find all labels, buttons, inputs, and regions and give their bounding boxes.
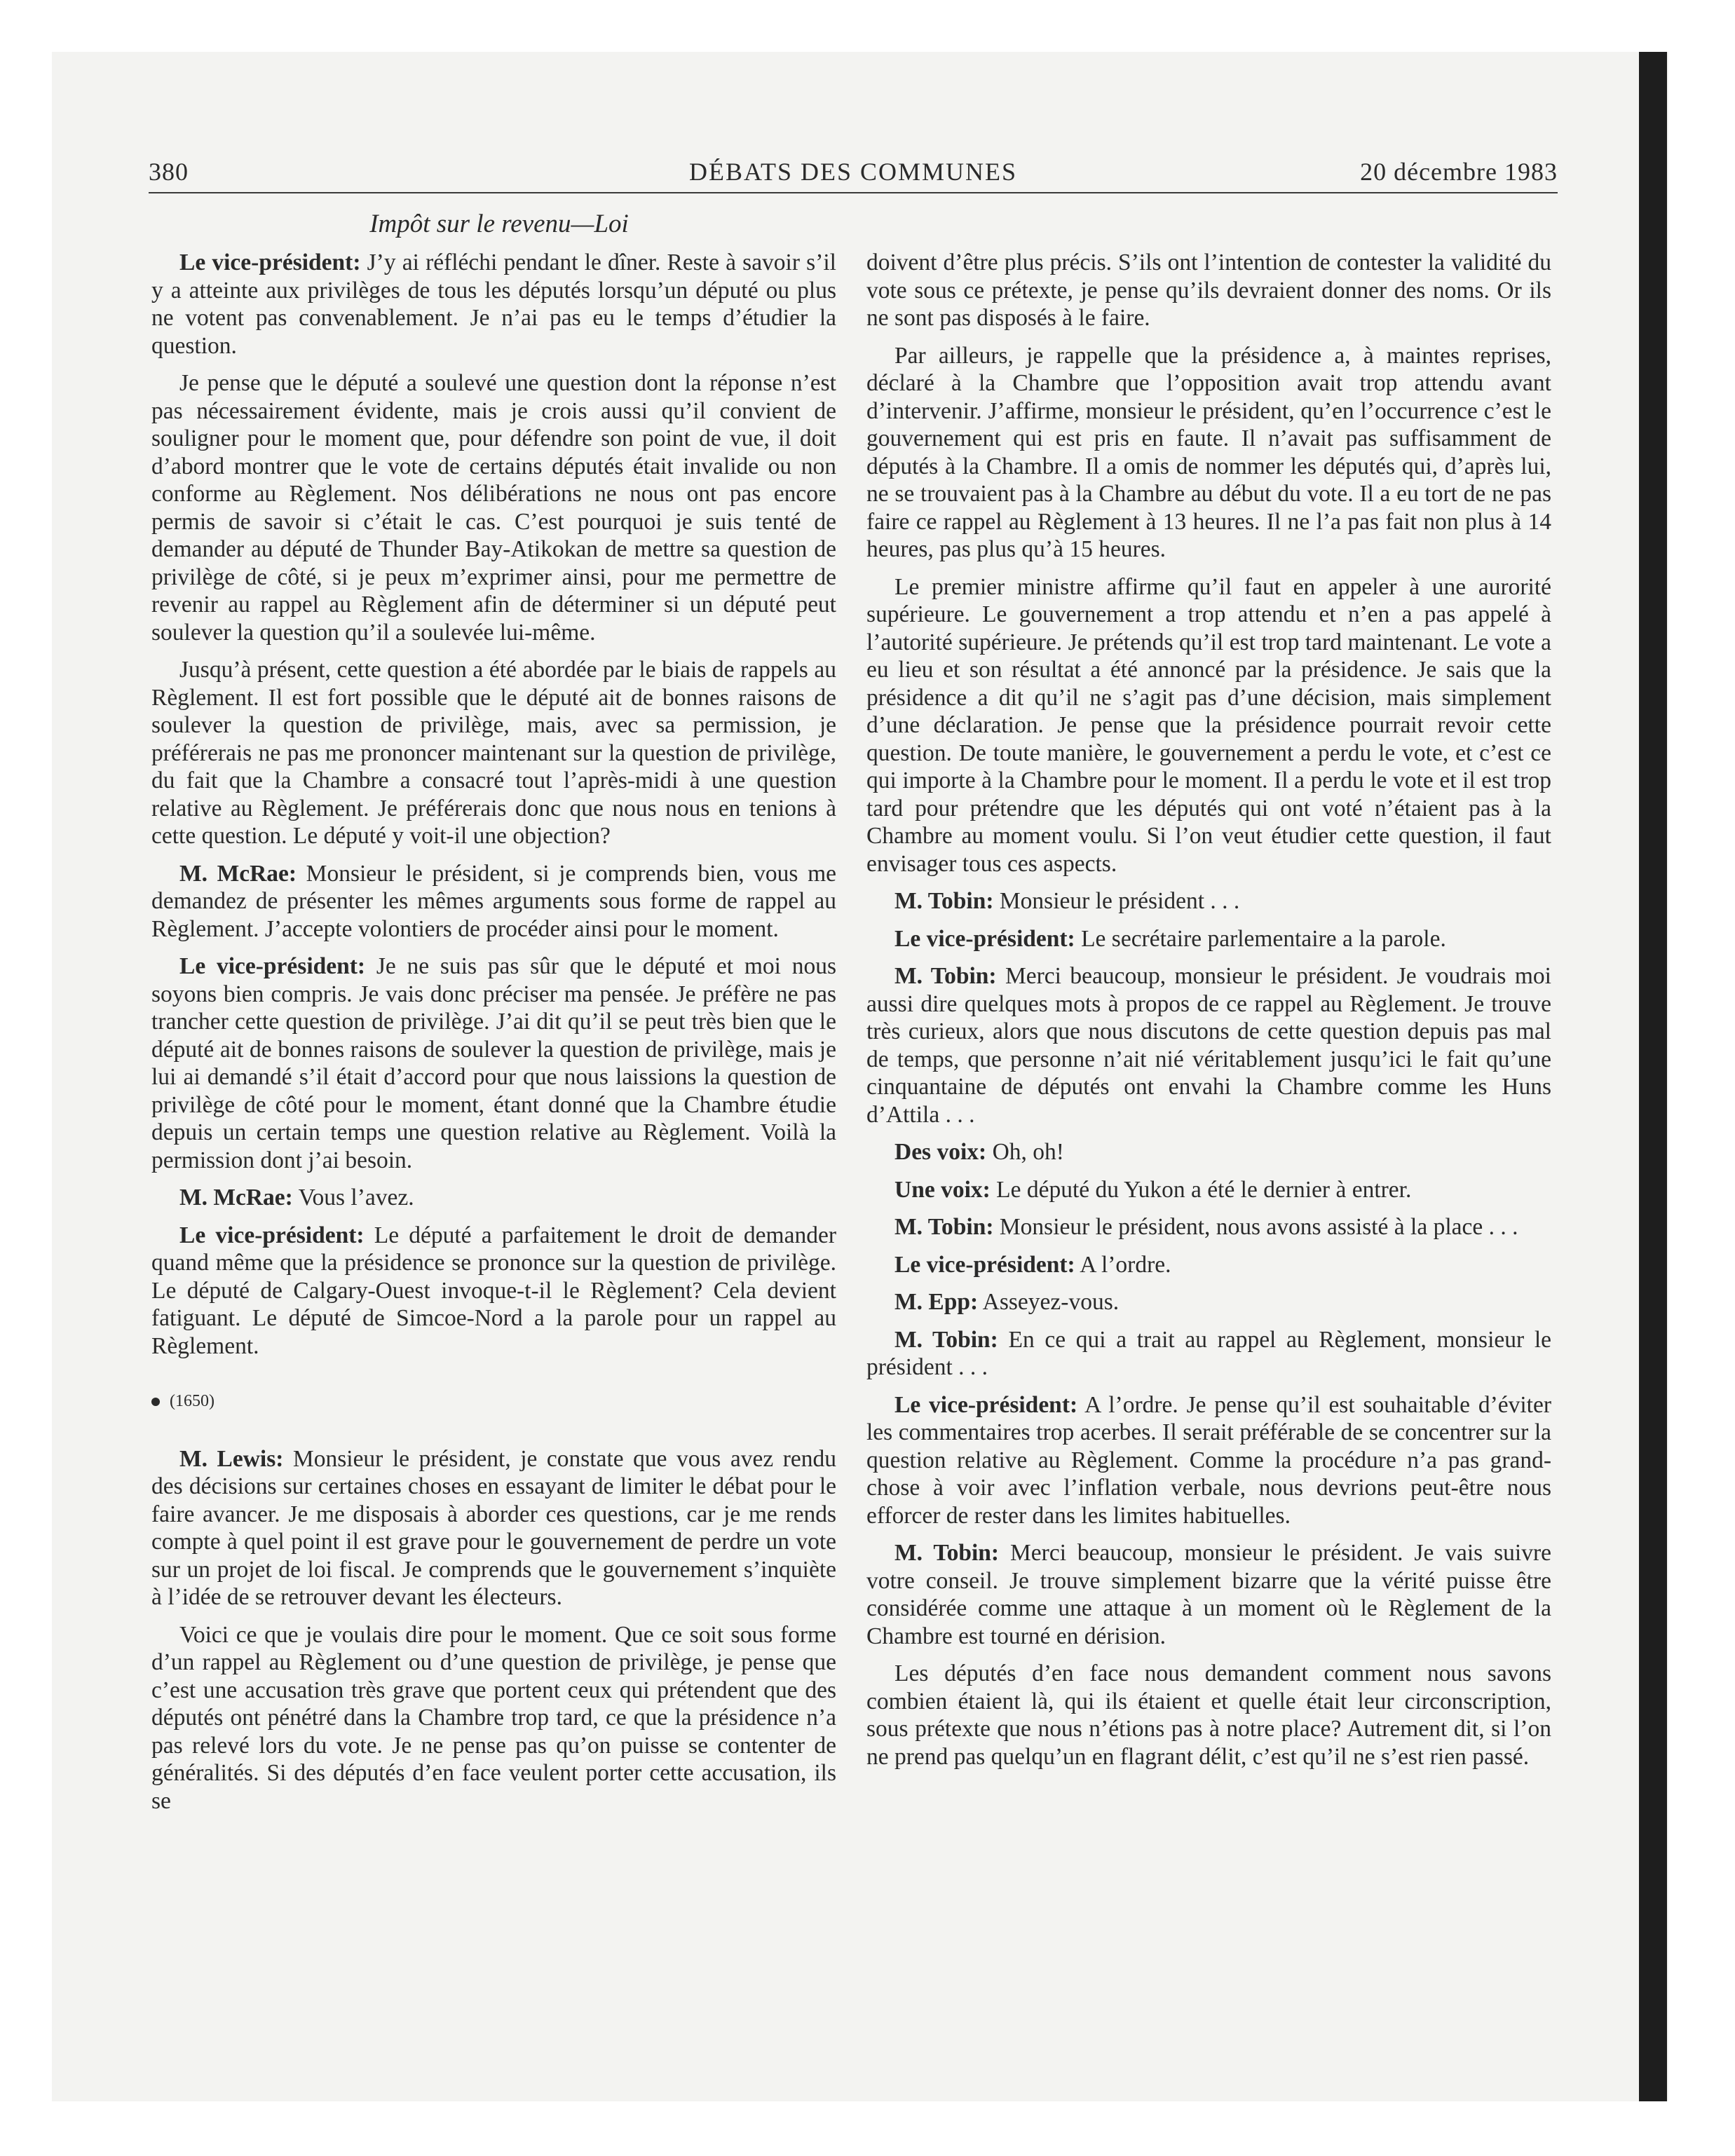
speaker-name: Une voix:	[894, 1176, 991, 1203]
paragraph-text: Monsieur le président . . .	[993, 888, 1240, 914]
speaker-name: Le vice-président:	[179, 1222, 365, 1248]
paragraph-text: A l’ordre. Je pense qu’il est souhaitable d’éviter les commentaires trop acerbes. Il serait préférable de se concentrer sur la question relative au Règlement. Comme la procédure n’a pas grand-chose à voir avec l’inflation verbale, nous devrions peut-être nous efforcer de rester dans les limites habituelles.	[866, 1391, 1551, 1529]
paragraph	[866, 962, 1551, 1128]
page-date: 20 décembre 1983	[1360, 158, 1558, 186]
paragraph-text: A l’ordre.	[1075, 1251, 1171, 1278]
left-column	[151, 249, 836, 1824]
paragraph	[866, 925, 1551, 953]
paragraph	[866, 249, 1551, 332]
paragraph-text: J’y ai réfléchi pendant le dîner. Reste à savoir s’il y a atteinte aux privilèges de tous les députés lorsqu’un député ou plus ne votent pas convenablement. Je n’ai pas eu le temps d’étudier la question.	[151, 250, 836, 359]
speaker-name: M. McRae:	[179, 1185, 293, 1210]
paragraph-text: Vous l’avez.	[292, 1185, 414, 1210]
paragraph	[866, 1391, 1551, 1530]
paragraph	[866, 1213, 1551, 1241]
paragraph	[866, 1326, 1551, 1381]
paragraph-text: Monsieur le président, je constate que vous avez rendu des décisions sur certaines choses en essayant de limiter le débat pour le faire avancer. Je me disposais à aborder ces questions, car je me rends compte à quel point il est grave pour le gouvernement de perdre un vote sur un projet de loi fiscal. Je comprends que le gouvernement s’inquiète à l’idée de se retrouver devant les électeurs.	[151, 1445, 836, 1610]
paragraph-text: En ce qui a trait au rappel au Règlement, monsieur le président . . .	[866, 1326, 1551, 1380]
paragraph-text: Le premier ministre affirme qu’il faut en appeler à une aurorité supérieure. Le gouvernement a trop attendu et n’en a pas appelé à l’autorité supérieure. Je prétends qu’il est trop tard maintenant. Le vote a eu lieu et son résultat a été annoncé par la présidence. Je sais que la présidence a dit qu’il ne s’agit pas d’une décision, mais simplement d’une déclaration. Je pense que la présidence pourrait revoir cette question. De toute manière, le gouvernement a perdu le vote, et c’est ce qui importe à la Chambre pour le moment. Il a perdu le vote et il est trop tard pour prétendre que les députés qui ont voté n’étaient pas à la Chambre au moment voulu. Si l’on veut étudier cette question, il faut envisager tous ces aspects.	[866, 573, 1551, 877]
paragraph	[151, 1222, 836, 1360]
paragraph	[866, 1288, 1551, 1316]
speaker-name: M. McRae:	[179, 860, 297, 887]
paragraph	[866, 1660, 1551, 1770]
paragraph	[151, 1184, 836, 1212]
page-number: 380	[149, 158, 189, 186]
paragraph	[866, 342, 1551, 564]
paragraph-text: Le député a parfaitement le droit de demander quand même que la présidence se prononce sur la question de privilège. Le député de Calgary-Ouest invoque-t-il le Règlement? Cela devient fatiguant. Le député de Simcoe-Nord a la parole pour un rappel au Règlement.	[151, 1222, 836, 1359]
timestamp: (1650)	[170, 1392, 215, 1410]
subject-heading: Impôt sur le revenu—Loi	[369, 210, 629, 238]
paragraph-text: Les députés d’en face nous demandent comment nous savons combien étaient là, qui ils étaient et quelle était leur circonscription, sous prétexte que nous n’étions pas à notre place? Autrement dit, si l’on ne prend pas quelqu’un en flagrant délit, c’est qu’il ne s’est rien passé.	[866, 1660, 1551, 1770]
speaker-name: Le vice-président:	[179, 953, 366, 979]
paragraph-text: Voici ce que je voulais dire pour le moment. Que ce soit sous forme d’un rappel au Règlement ou d’une question de privilège, je pense que c’est une accusation très grave que portent ceux qui prétendent que des députés ont pénétré dans la Chambre trop tard, ce que la présidence n’a pas relevé lors du vote. Je ne pense pas qu’on puisse se contenter de généralités. Si des députés d’en face veulent porter cette accusation, ils se	[151, 1621, 836, 1814]
speaker-name: M. Epp:	[894, 1289, 979, 1315]
speaker-name: M. Tobin:	[894, 1214, 994, 1240]
speaker-name: Le vice-président:	[894, 1251, 1075, 1278]
paragraph-text: Monsieur le président, si je comprends bien, vous me demandez de présenter les mêmes arguments sous forme de rappel au Règlement. J’accepte volontiers de procéder ainsi pour le moment.	[151, 860, 837, 942]
speaker-name: Le vice-président:	[894, 1391, 1078, 1418]
paragraph	[151, 656, 836, 850]
paragraph-text: Asseyez-vous.	[978, 1289, 1120, 1315]
paragraph	[151, 369, 836, 646]
right-column	[866, 249, 1551, 1780]
paragraph-text: Je pense que le député a soulevé une question dont la réponse n’est pas nécessairement évidente, mais je crois aussi qu’il convient de souligner pour le moment que, pour défendre son point de vue, il doit d’abord montrer que le vote de certains députés était invalide ou non conforme au Règlement. Nos délibérations ne nous ont pas encore permis de savoir si c’était le cas. C’est pourquoi je suis tenté de demander au député de Thunder Bay-Atikokan de mettre sa question de privilège de côté, si je peux m’exprimer ainsi, pour me permettre de revenir au rappel au Règlement afin de déterminer si un député peut soulever la question qu’il a soulevée lui-même.	[151, 370, 836, 646]
speaker-name: M. Tobin:	[894, 963, 997, 989]
speaker-name: M. Lewis:	[179, 1445, 284, 1472]
paragraph	[151, 1621, 836, 1815]
speaker-name: M. Tobin:	[894, 1326, 998, 1353]
paragraph	[866, 1138, 1551, 1166]
paragraph	[151, 860, 836, 943]
paragraph-text: Jusqu’à présent, cette question a été abordée par le biais de rappels au Règlement. Il est fort possible que le député ait de bonnes raisons de soulever la question de privilège, mais, avec sa permission, je préférerais ne pas me prononcer maintenant sur la question de privilège, du fait que la Chambre a consacré tout l’après-midi à une question relative au Règlement. Je préférerais donc que nous nous en tenions à cette question. Le député y voit-il une objection?	[151, 657, 836, 849]
speaker-name: Le vice-président:	[894, 925, 1075, 952]
paragraph-text: Merci beaucoup, monsieur le président. Je vais suivre votre conseil. Je trouve simplement bizarre que la vérité puisse être considérée comme une attaque à un moment où le Règlement de la Chambre est tourné en dérision.	[866, 1540, 1552, 1649]
paragraph	[866, 573, 1551, 878]
paragraph-text: doivent d’être plus précis. S’ils ont l’intention de contester la validité du vote sous ce prétexte, je pense qu’ils devraient donner des noms. Or ils ne sont pas disposés à le faire.	[866, 250, 1551, 331]
paragraph	[866, 1539, 1551, 1650]
paragraph-text: Oh, oh!	[986, 1139, 1064, 1165]
paragraph	[866, 887, 1551, 915]
publication-title: DÉBATS DES COMMUNES	[688, 158, 1018, 186]
paragraph	[151, 953, 836, 1174]
paragraph	[866, 1176, 1551, 1204]
page-header	[149, 157, 1558, 193]
paragraph-text: Par ailleurs, je rappelle que la présidence a, à maintes reprises, déclaré à la Chambre que l’opposition avait trop attendu avant d’intervenir. J’affirme, monsieur le président, qu’en l’occurrence c’est le gouvernement qui est pris en faute. Il n’avait pas suffisamment de députés à la Chambre. Il a omis de nommer les députés qui, d’après lui, ne se trouvaient pas à la Chambre au début du vote. Il a eu tort de ne pas faire ce rappel au Règlement à 13 heures. Il ne l’a pas fait non plus à 14 heures, pas plus qu’à 15 heures.	[866, 342, 1551, 562]
paragraph-text: Le député du Yukon a été le dernier à entrer.	[990, 1176, 1412, 1203]
paragraph	[866, 1251, 1551, 1279]
paragraph	[151, 249, 836, 360]
paragraph-text: Monsieur le président, nous avons assisté à la place . . .	[993, 1214, 1518, 1240]
scan-edge	[1639, 52, 1667, 2101]
speaker-name: Le vice-président:	[179, 250, 361, 275]
speaker-name: Des voix:	[894, 1139, 987, 1165]
paragraph-text: Merci beaucoup, monsieur le président. Je voudrais moi aussi dire quelques mots à propos de ce rappel au Règlement. Je trouve très curieux, alors que nous discutons de cette question depuis pas mal de temps, que personne n’ait nié véritablement jusqu’ici le fait qu’une cinquantaine de députés ont envahi la Chambre comme les Huns d’Attila . . .	[866, 963, 1551, 1128]
timestamp-marker	[151, 1388, 836, 1416]
paragraph-text: Je ne suis pas sûr que le député et moi nous soyons bien compris. Je vais donc préciser ma pensée. Je préfère ne pas trancher cette question de privilège. J’ai dit qu’il se peut très bien que le député ait de bonnes raisons de soulever la question de privilège, mais je lui ai demandé s’il était d’accord pour que nous laissions la question de privilège de côté pour le moment, étant donné que la Chambre étudie depuis un certain temps une question relative au Règlement. Voilà la permission dont j’ai besoin.	[151, 953, 836, 1173]
paragraph	[151, 1445, 836, 1611]
speaker-name: M. Tobin:	[894, 1540, 1000, 1566]
speaker-name: M. Tobin:	[894, 888, 994, 914]
paragraph-text: Le secrétaire parlementaire a la parole.	[1075, 925, 1446, 952]
bullet-icon	[151, 1398, 160, 1406]
